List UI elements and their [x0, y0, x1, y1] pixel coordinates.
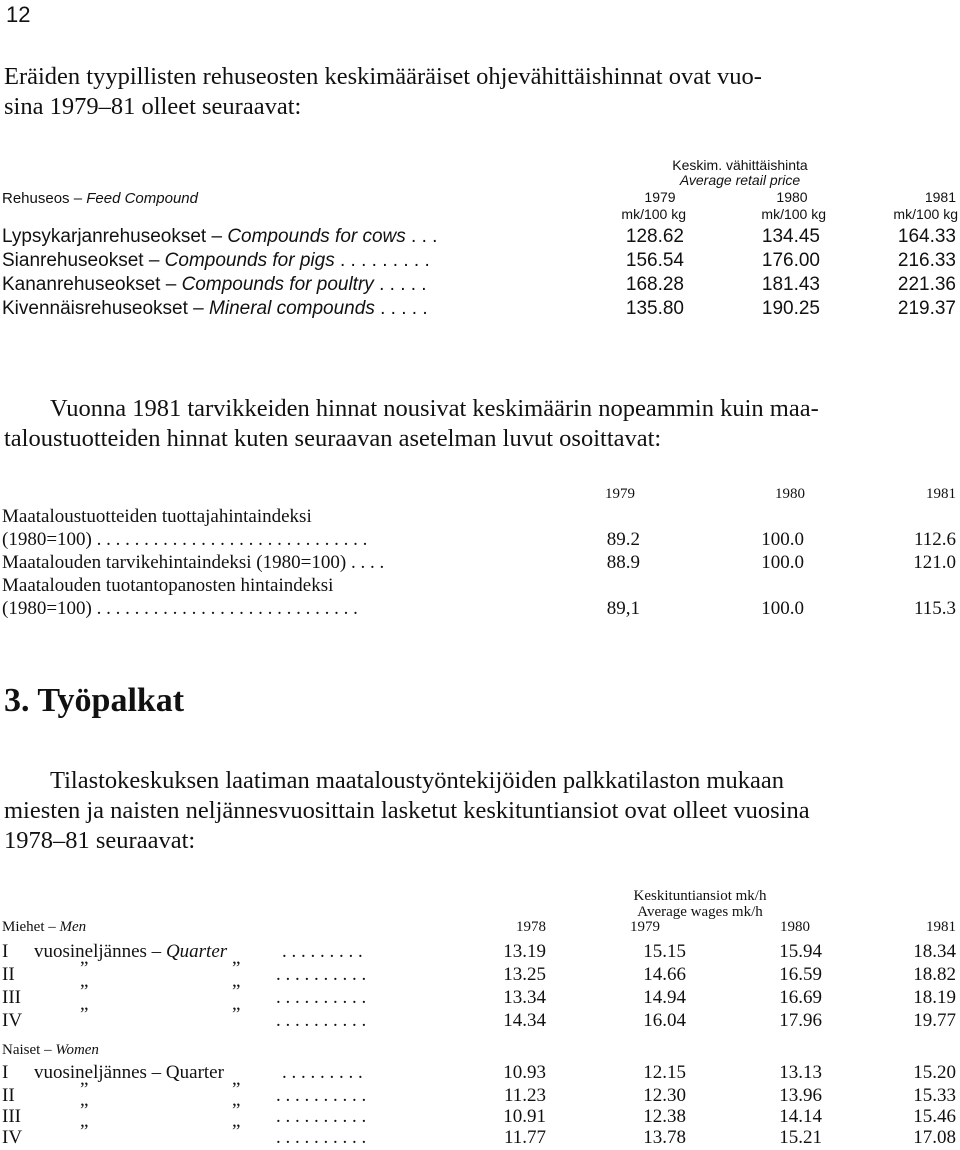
- wage-row-dots: . . . . . . . . . .: [276, 1106, 367, 1127]
- index-value: 115.3: [913, 598, 956, 619]
- price-index-paragraph: [4, 394, 819, 454]
- wage-row-ditto: ”: [80, 981, 89, 1002]
- wage-value: 15.46: [913, 1106, 956, 1127]
- wage-year-1980: 1980: [780, 919, 810, 935]
- wage-row-ditto: ”: [232, 1121, 241, 1142]
- wage-row-quarter: I: [2, 941, 9, 962]
- feed-year-1979: 1979: [644, 189, 676, 205]
- para2-line-2: taloustuotteiden hinnat kuten seuraavan asetelman luvut osoittavat:: [4, 425, 662, 452]
- feed-value: 135.80: [625, 298, 684, 319]
- index-value: 100.0: [761, 529, 804, 550]
- feed-value: 181.43: [761, 274, 820, 295]
- wage-row-quarter: I: [2, 1062, 9, 1083]
- wage-value: 16.04: [643, 1010, 686, 1031]
- feed-header-label: Rehuseos – Feed Compound: [2, 190, 198, 207]
- wage-value: 18.82: [913, 964, 956, 985]
- wage-row-quarter: II: [2, 1085, 15, 1106]
- wage-value: 12.38: [643, 1106, 686, 1127]
- index-row-label-line1: Maatalouden tuotantopanosten hintaindeksi: [2, 575, 334, 596]
- feed-unit-1980: mk/100 kg: [761, 206, 826, 222]
- para2-line-1: Vuonna 1981 tarvikkeiden hinnat nousivat keskimäärin nopeammin kuin maa-: [50, 395, 819, 422]
- wage-value: 13.34: [503, 987, 546, 1008]
- wage-value: 13.19: [503, 941, 546, 962]
- wage-value: 18.34: [913, 941, 956, 962]
- wage-row-ditto: ”: [232, 981, 241, 1002]
- feed-value: 128.62: [625, 226, 684, 247]
- index-row-label-line2: (1980=100) . . . . . . . . . . . . . . . . . . . . . . . . . . . .: [2, 598, 358, 619]
- wage-row-ditto: ”: [80, 1121, 89, 1142]
- index-value: 121.0: [913, 552, 956, 573]
- wage-row-dots: . . . . . . . . . .: [276, 1127, 367, 1148]
- wage-value: 13.96: [779, 1085, 822, 1106]
- index-row-label-line2: Maatalouden tarvikehintaindeksi (1980=100) . . . .: [2, 552, 385, 573]
- feed-value: 216.33: [897, 250, 956, 271]
- wage-value: 14.66: [643, 964, 686, 985]
- wage-row-text: vuosineljännes – Quarter: [34, 941, 228, 962]
- index-value: 100.0: [761, 552, 804, 573]
- feed-value: 190.25: [761, 298, 820, 319]
- wage-row-ditto: ”: [80, 958, 89, 979]
- wage-row-quarter: III: [2, 1106, 21, 1127]
- wage-header-title-fi: Keskituntiansiot mk/h: [633, 888, 767, 904]
- wage-row-ditto: ”: [232, 1100, 241, 1121]
- wage-value: 19.77: [913, 1010, 956, 1031]
- intro-line-2: sina 1979–81 olleet seuraavat:: [4, 93, 302, 120]
- wage-value: 11.77: [503, 1127, 546, 1148]
- index-value: 112.6: [913, 529, 956, 550]
- wage-row-ditto: ”: [80, 1079, 89, 1100]
- wage-value: 15.20: [913, 1062, 956, 1083]
- feed-year-1980: 1980: [776, 189, 808, 205]
- wage-row-text: vuosineljännes – Quarter: [34, 1062, 224, 1083]
- wage-value: 13.78: [643, 1127, 686, 1148]
- feed-row-label: Sianrehuseokset – Compounds for pigs . . . . . . . . .: [2, 250, 430, 271]
- para3-line-3: 1978–81 seuraavat:: [4, 827, 196, 854]
- feed-value: 134.45: [761, 226, 820, 247]
- wage-row-quarter: IV: [2, 1127, 23, 1148]
- wage-value: 15.15: [643, 941, 686, 962]
- wage-row-quarter: II: [2, 964, 15, 985]
- page-number: 12: [6, 2, 31, 27]
- para3-line-1: Tilastokeskuksen laatiman maataloustyöntekijöiden palkkatilaston mukaan: [50, 767, 784, 794]
- feed-value: 168.28: [625, 274, 684, 295]
- feed-value: 221.36: [897, 274, 956, 295]
- index-row-label-line1: Maataloustuotteiden tuottajahintaindeksi: [2, 506, 312, 527]
- feed-row-label: Lypsykarjanrehuseokset – Compounds for cows . . .: [2, 226, 438, 247]
- wage-value: 14.34: [503, 1010, 546, 1031]
- intro-paragraph: [4, 62, 762, 122]
- feed-unit-1981: mk/100 kg: [893, 206, 958, 222]
- index-year-1979: 1979: [605, 486, 635, 502]
- index-value: 100.0: [761, 598, 804, 619]
- feed-unit-1979: mk/100 kg: [621, 206, 686, 222]
- wage-year-1978: 1978: [516, 919, 546, 935]
- wage-year-1979: 1979: [630, 919, 660, 935]
- wage-row-dots: . . . . . . . . .: [282, 1062, 363, 1083]
- wage-row-dots: . . . . . . . . . .: [276, 987, 367, 1008]
- feed-value: 219.37: [897, 298, 956, 319]
- wage-value: 16.69: [779, 987, 822, 1008]
- wage-row-quarter: III: [2, 987, 21, 1008]
- index-value: 89.2: [606, 529, 640, 550]
- para3-line-2: miesten ja naisten neljännesvuosittain lasketut keskituntiansiot ovat olleet vuosina: [4, 797, 810, 824]
- feed-value: 156.54: [625, 250, 684, 271]
- wage-value: 13.13: [779, 1062, 822, 1083]
- intro-line-1: Eräiden tyypillisten rehuseosten keskimääräiset ohjevähittäishinnat ovat vuo-: [4, 63, 762, 90]
- wage-value: 16.59: [779, 964, 822, 985]
- index-value: 89,1: [606, 598, 640, 619]
- wage-row-ditto: ”: [232, 1079, 241, 1100]
- index-year-1980: 1980: [775, 486, 805, 502]
- wage-value: 13.25: [503, 964, 546, 985]
- wage-value: 10.93: [503, 1062, 546, 1083]
- wage-row-dots: . . . . . . . . . .: [276, 964, 367, 985]
- men-label: Miehet – Men: [2, 919, 87, 935]
- wage-row-ditto: ”: [80, 1100, 89, 1121]
- section-heading: 3. Työpalkat: [4, 682, 185, 719]
- wage-row-ditto: ”: [80, 1004, 89, 1025]
- wage-value: 17.96: [779, 1010, 822, 1031]
- wage-value: 15.33: [913, 1085, 956, 1106]
- feed-value: 176.00: [761, 250, 820, 271]
- wage-row-dots: . . . . . . . . . .: [276, 1085, 367, 1106]
- feed-year-1981: 1981: [924, 189, 956, 205]
- wage-row-quarter: IV: [2, 1010, 23, 1031]
- wage-row-ditto: ”: [232, 1004, 241, 1025]
- index-row-label-line2: (1980=100) . . . . . . . . . . . . . . . . . . . . . . . . . . . . .: [2, 529, 368, 550]
- index-value: 88.9: [606, 552, 640, 573]
- wage-value: 15.21: [779, 1127, 822, 1148]
- wage-value: 12.30: [643, 1085, 686, 1106]
- wage-header-title-en: Average wages mk/h: [637, 904, 763, 920]
- wage-year-1981: 1981: [926, 919, 956, 935]
- wage-value: 14.14: [779, 1106, 822, 1127]
- feed-row-label: Kananrehuseokset – Compounds for poultry . . . . .: [2, 274, 427, 295]
- women-label: Naiset – Women: [2, 1042, 99, 1058]
- wages-paragraph: [4, 766, 810, 856]
- wage-value: 17.08: [913, 1127, 956, 1148]
- wage-row-dots: . . . . . . . . . .: [276, 1010, 367, 1031]
- wage-value: 18.19: [913, 987, 956, 1008]
- wage-value: 11.23: [503, 1085, 546, 1106]
- wage-value: 15.94: [779, 941, 822, 962]
- feed-row-label: Kivennäisrehuseokset – Mineral compounds . . . . .: [2, 298, 428, 319]
- feed-header-title-fi: Keskim. vähittäishinta: [672, 157, 808, 173]
- wage-value: 14.94: [643, 987, 686, 1008]
- feed-value: 164.33: [897, 226, 956, 247]
- index-year-1981: 1981: [926, 486, 956, 502]
- wage-row-ditto: ”: [232, 958, 241, 979]
- wage-row-dots: . . . . . . . . .: [282, 941, 363, 962]
- wage-value: 10.91: [503, 1106, 546, 1127]
- wage-value: 12.15: [643, 1062, 686, 1083]
- feed-header-title-en: Average retail price: [679, 172, 801, 188]
